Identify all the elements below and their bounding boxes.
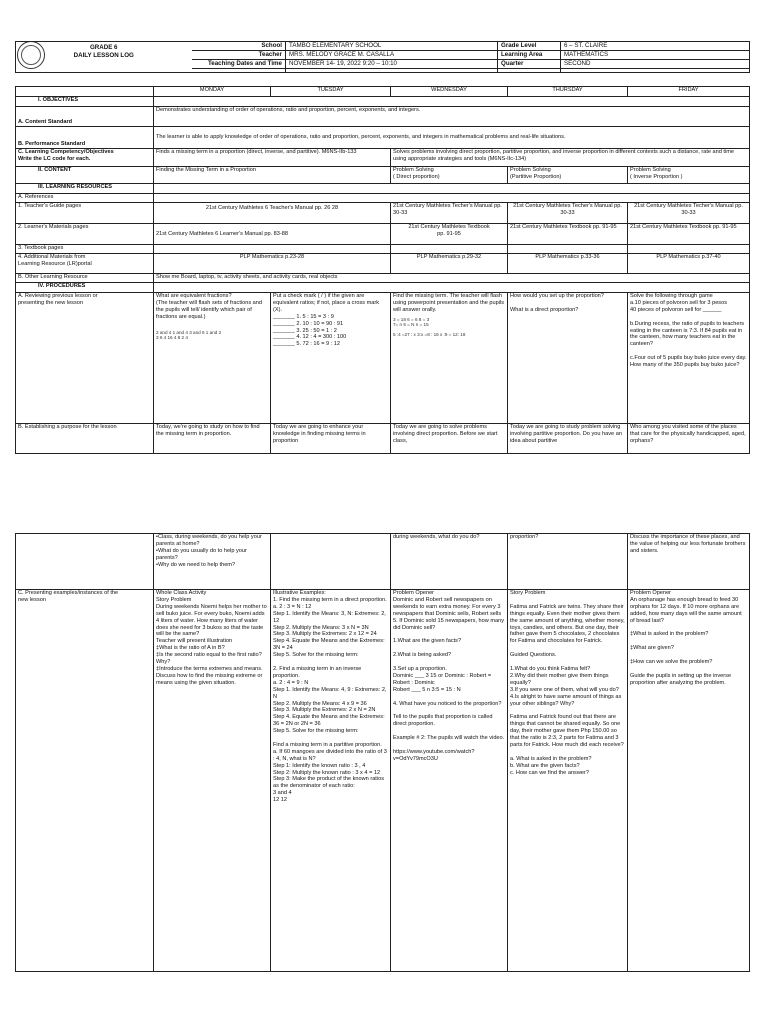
additional-materials-thu: PLP Mathematics p.33-36: [508, 254, 628, 274]
presenting-thursday: Story Problem Fatima and Fatrick are twins. They share their things equally. Even their mother gives them the same amount of anything, whether money, toys, candies, and others. But one day, their father gave them 5 chocolates, 2 chocolates for Fatima and chocolates for Fatrick. Guided Questions. 1.What do you think Fatima felt? 2.Why did their mother give them things equally? 3.If you were one of them, what will you do? 4.Is alright to have same amount of things as your other siblings? Why? Fatima and Fatrick found out that there are things that cannot be shared equally. So one day, their mother gave them Php 150.00 so that the ratio is 2:3, 2 parts for Fatima and 3 parts for Fatrick. How much did each receive? a. What is asked in the problem? b. What are the given facts? c. How can we find the answer?: [508, 590, 628, 972]
purpose-friday-continued: Discuss the importance of these places, and the value of helping our less fortunate brothers and sisters.: [628, 534, 750, 590]
header-table: [15, 41, 750, 73]
dates-value: NOVEMBER 14- 19, 2022 9:20 – 10:10: [286, 60, 498, 69]
day-wednesday: WEDNESDAY: [391, 87, 508, 97]
lesson-log-table-page-1: [15, 86, 750, 454]
additional-materials-wed: PLP Mathematics p.29-32: [391, 254, 508, 274]
review-wednesday-text: Find the missing term. The teacher will flash using powerpoint presentation and the pupils will answer orally.: [393, 293, 505, 313]
other-resources-label: B. Other Learning Resource: [16, 274, 154, 283]
additional-materials-mon-tue: PLP Mathematics p.23-28: [154, 254, 391, 274]
teacher-value: MRS. MELODY GRACE M. CASALLA: [286, 51, 498, 60]
purpose-label: B. Establishing a purpose for the lesson: [16, 424, 154, 454]
procedures-heading: IV. PROCEDURES: [16, 283, 154, 293]
content-mon-tue: Finding the Missing Term in a Proportion: [154, 167, 391, 184]
lesson-log-table-page-2: [15, 533, 750, 972]
learning-area-value: MATHEMATICS: [561, 51, 750, 60]
teachers-guide-fri: 21st Century Mathletes Techer's Manual pp. 30-33: [628, 203, 750, 224]
teachers-guide-wed: 21st Century Mathletes Techer's Manual pp. 30-33: [391, 203, 508, 224]
performance-standard-label: B. Performance Standard: [16, 127, 154, 149]
purpose-monday: Today, we're going to study on how to find the missing term in proportion.: [154, 424, 271, 454]
content-standard-label: A. Content Standard: [16, 107, 154, 127]
daily-lesson-log-title: GRADE 6 DAILY LESSON LOG: [16, 42, 192, 73]
purpose-thursday: Today we are going to study problem solving involving partitive proportion. Do you have an idea about partitive: [508, 424, 628, 454]
purpose-monday-continued: •Class, during weekends, do you help your parents at home? •What do you usually do to help your parents? •Why do we need to help them?: [154, 534, 271, 590]
presenting-monday: Whole Class Activity Story Problem During weekends Noemi helps her mother to sell buko juice. For every buko, Noemi adds 4 liters of water. How many liters of water does she need for 3 bukos so that the taste will be the same? Teacher will present illustration ‡What is the ratio of A in B? ‡Is the second ratio equal to the first ratio? Why? ‡Introduce the terms extremes and means. Discuss how to find the missing extreme or means using the given situation.: [154, 590, 271, 972]
content-thu: Problem Solving (Partitive Proportion): [508, 167, 628, 184]
grade-level-value: 6 – ST. CLAIRE: [561, 42, 750, 51]
presenting-friday: Problem Opener An orphanage has enough bread to feed 30 orphans for 12 days. If 10 more orphans are added, how many days will the same amount of bread last? ‡What is asked in the problem? ‡What are given? ‡How can we solve the problem? Guide the pupils in setting up the inverse proportion after analyzing the problem.: [628, 590, 750, 972]
grade-level-label: Grade Level: [498, 42, 561, 51]
day-friday: FRIDAY: [628, 87, 750, 97]
performance-standard-text: The learner is able to apply knowledge of order of operations, ratio and proportion, percent, exponents, and integers in mathematical problems and real-life situations.: [154, 127, 750, 149]
review-monday-fractions: 2 and 4 1 and 4 3 and 6 1 and 2 3 6 4 16 4 8 2 4: [156, 329, 222, 340]
additional-materials-fri: PLP Mathematics p.37-40: [628, 254, 750, 274]
teacher-label: Teacher: [192, 51, 286, 60]
dates-label: Teaching Dates and Time: [192, 60, 286, 69]
quarter-value: SECOND: [561, 60, 750, 69]
teachers-guide-mon-tue: 21st Century Mathletes 6 Teacher's Manual pp. 26 28: [154, 203, 391, 224]
presenting-examples-label: C. Presenting examples/instances of the new lesson: [16, 590, 154, 972]
review-monday-text: What are equivalent fractions? (The teacher will flash sets of fractions and the pupils will tell/ identify which pair of fractions are equal.): [156, 293, 263, 320]
school-value: TAMBO ELEMENTARY SCHOOL: [286, 42, 498, 51]
review-monday: [154, 293, 271, 424]
purpose-wednesday-continued: during weekends, what do you do?: [391, 534, 508, 590]
content-wed: Problem Solving ( Direct proportion): [391, 167, 508, 184]
learners-materials-thu: 21st Century Mathletes Textbook pp. 91-95: [508, 224, 628, 245]
review-friday: Solve the following through game a.10 pieces of polvoron sell for 3 pesos 40 pieces of polvoron sell for ______ b.During recess, the ratio of pupils to teachers eating in the canteen is 7:3. If 84 pupils eat in the canteen, how many teachers eat in the canteen? c.Four out of 5 pupils buy buko juice every day. How many of the 350 pupils buy buko juice?: [628, 293, 750, 424]
day-tuesday: TUESDAY: [271, 87, 391, 97]
purpose-friday: Who among you visited some of the places that care for the physically handicapped, aged, orphans?: [628, 424, 750, 454]
content-label: II. CONTENT: [16, 167, 154, 184]
review-tuesday: Put a check mark ( / ) if the given are equivalent ratios; if not, place a cross mark (X). _______ 1. 5 : 15 = 3 : 9 _______ 2. 10 : 10 = 90 : 91 _______ 3. 25 : 50 = 1 : 2 _______ 4. 12 : 4 = 300 : 100 _______ 5. 72 : 16 = 9 : 12: [271, 293, 391, 424]
presenting-wednesday: Problem Opener Dominic and Robert sell newspapers on weekends to earn extra money. For every 3 newspapers that Dominic sells, Robert sells 5. If Dominic sold 15 newspapers, how many did Dominic sell? 1.What are the given facts? 2.What is being asked? 3.Set up a proportion. Dominic ___ 3 15 or Dominic : Robert = Robert : Dominic Robert ___ 5 n 3:5 = 15 : N 4. What have you noticed to the proportion? Tell to the pupils that proportion is called direct proportion. Example # 2: The pupils will watch the video. https://www.youtube.com/watch?v=OdYv79mcO3U: [391, 590, 508, 972]
school-label: School: [192, 42, 286, 51]
purpose-tuesday: Today we are going to enhance your knowledge in finding missing terms in proportion: [271, 424, 391, 454]
learners-materials-mon-tue: 21st Century Mathletes 6 Learner's Manual pp. 83-88: [154, 224, 391, 245]
content-standard-text: Demonstrates understanding of order of operations, ratio and proportion, percent, exponents, and integers.: [154, 107, 750, 127]
day-monday: MONDAY: [154, 87, 271, 97]
purpose-thursday-continued: proportion?: [508, 534, 628, 590]
references-label: A. References: [16, 194, 154, 203]
review-wednesday-items: 3 = 18 6 = 6 8 = 3 7= n 5 = N n = 15 5 :4 =27 : x 3:x =8 : 16 x :9 = 12: 18: [393, 316, 466, 338]
review-wednesday: [391, 293, 508, 424]
presenting-tuesday: Illustrative Examples: 1. Find the missing term in a direct proportion. a. 2 : 3 = N : 12 Step 1. Identify the Means: 3, N: Extremes: 2, 12 Step 2. Multiply the Means: 3 x N = 3N Step 3. Multiply the Extremes: 2 x 12 = 24 Step 4. Equate the Means and the Extremes: 3N = 24 Step 5. Solve for the missing term: 2. Find a missing term in an inverse proportion. a. 2 : 4 = 9 : N Step 1. Identify the Means: 4, 9 : Extremes: 2, N Step 2. Multiply the Means: 4 x 9 = 36 Step 3. Multiply the Extremes: 2 x N = 2N Step 4. Equate the Means and the Extremes: 36 = 2N or 2N = 36 Step 5. Solve for the missing term: Find a missing term in a partitive proportion. a. If 60 mangoes are divided into the ratio of 3 : 4, N, what is N? Step 1: Identify the known ratio : 3 , 4 Step 2: Multiply the known ratio : 3 x 4 = 12 Step 3: Make the product of the known ratios as the denominator of each ratio: 3 and 4 12 12: [271, 590, 391, 972]
day-thursday: THURSDAY: [508, 87, 628, 97]
textbook-pages-label: 3. Textbook pages: [16, 245, 154, 254]
review-thursday: How would you set up the proportion? What is a direct proportion?: [508, 293, 628, 424]
additional-materials-label: 4. Additional Materials from Learning Resource (LR)portal: [16, 254, 154, 274]
competency-mon-tue: Finds a missing term in a proportion (direct, inverse, and partitive). M6NS-IIb-133: [154, 149, 391, 167]
teachers-guide-thu: 21st Century Mathletes Techer's Manual pp. 30-33: [508, 203, 628, 224]
competency-label: C. Learning Competency/Objectives Write the LC code for each.: [16, 149, 154, 167]
learning-area-label: Learning Area: [498, 51, 561, 60]
learners-materials-fri: 21st Century Mathletes Textbook pp. 91-95: [628, 224, 750, 245]
quarter-label: Quarter: [498, 60, 561, 69]
reviewing-lesson-label: A. Reviewing previous lesson or presenting the new lesson: [16, 293, 154, 424]
learners-materials-label: 2. Learner's Materials pages: [16, 224, 154, 245]
teachers-guide-label: 1. Teacher's Guide pages: [16, 203, 154, 224]
learners-materials-wed: 21st Century Mathletes Textbook pp. 91-95: [391, 224, 508, 245]
other-resources-text: Show me Board, laptop, tv, activity sheets, and activity cards, real objects: [154, 274, 750, 283]
content-fri: Problem Solving ( Inverse Proportion ): [628, 167, 750, 184]
objectives-heading: I. OBJECTIVES: [16, 97, 154, 107]
purpose-wednesday: Today we are going to solve problems involving direct proportion. Before we start class,: [391, 424, 508, 454]
learning-resources-heading: III. LEARNING RESOURCES: [16, 184, 154, 194]
competency-wed-fri: Solves problems involving direct proportion, partitive proportion, and inverse proportion in different contexts such a distance, rate and time using appropriate strategies and tools (M6NS-IIc-134): [391, 149, 750, 167]
